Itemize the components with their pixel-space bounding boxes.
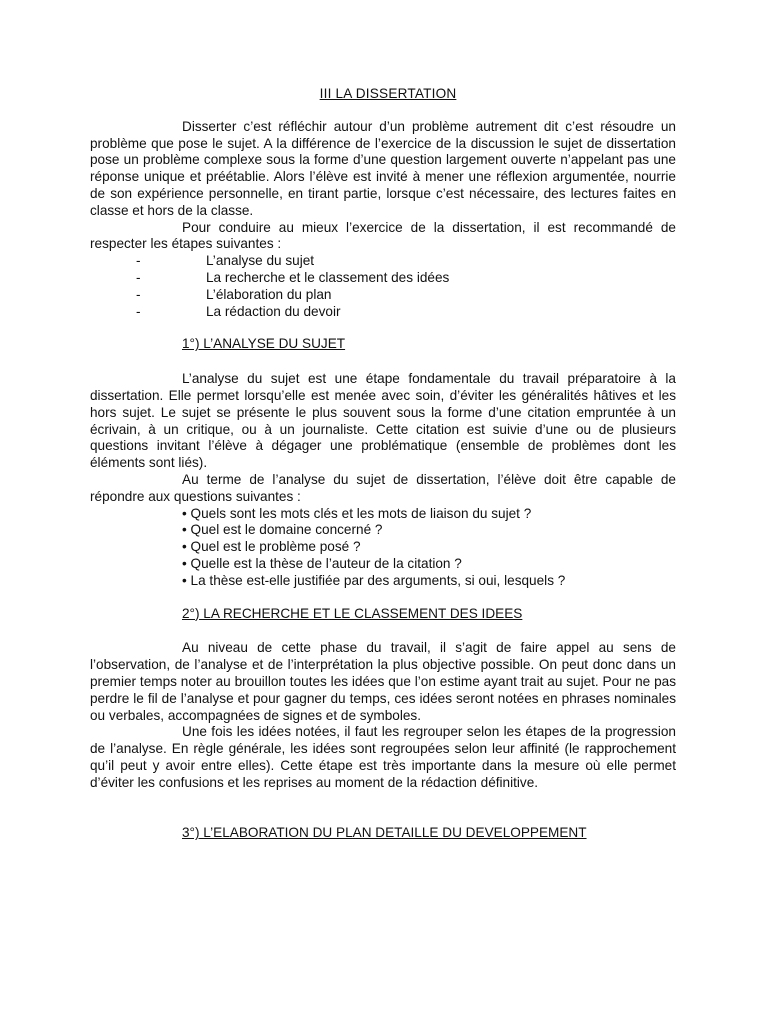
section-1-paragraph-2: Au terme de l’analyse du sujet de dissertation, l’élève doit être capable de répondre aux questions suivantes :: [90, 471, 676, 504]
list-item: • Quel est le domaine concerné ?: [182, 522, 383, 538]
dash-marker: -: [136, 269, 141, 285]
section-2-paragraph-1: Au niveau de cette phase du travail, il s’agit de faire appel au sens de l’observation, de l’analyse et de l’interprétation la plus objective possible. On peut donc dans un premier temps noter au brouillon toutes les idées que l’on estime ayant trait au sujet. Pour ne pas perdre le fil de l’analyse et pour gagner du temps, ces idées seront notées en phrases nominales ou verbales, accompagnées de signes et de symboles.: [90, 640, 676, 723]
list-item: [90, 253, 676, 270]
list-item: [90, 270, 676, 287]
step-text: L’élaboration du plan: [206, 286, 332, 302]
list-item: • Quels sont les mots clés et les mots de liaison du sujet ?: [182, 505, 532, 521]
list-item: [90, 304, 676, 321]
step-text: La rédaction du devoir: [206, 303, 341, 319]
section-1-heading: 1°) L’ANALYSE DU SUJET: [182, 336, 346, 352]
step-text: La recherche et le classement des idées: [206, 269, 450, 285]
list-item: • La thèse est-elle justifiée par des arguments, si oui, lesquels ?: [182, 572, 566, 588]
section-1-paragraph-1: L’analyse du sujet est une étape fondamentale du travail préparatoire à la dissertation. Elle permet lorsqu’elle est menée avec soin, d’éviter les généralités hâtives et les hors sujet. Le sujet se présente le plus souvent sous la forme d’une citation empruntée à un écrivain, à un critique, ou à un journaliste. Cette citation est suivie d’une ou de plusieurs questions invitant l’élève à dégager une problématique (ensemble de problèmes dont les éléments sont liés).: [90, 371, 676, 471]
dash-marker: -: [136, 303, 141, 319]
section-2-heading: 2°) LA RECHERCHE ET LE CLASSEMENT DES IDEES: [182, 605, 523, 621]
steps-list: [90, 253, 676, 320]
list-item: • Quelle est la thèse de l’auteur de la citation ?: [182, 555, 462, 571]
list-item: [90, 287, 676, 304]
step-text: L’analyse du sujet: [206, 253, 315, 269]
section-3-heading: 3°) L’ELABORATION DU PLAN DETAILLE DU DEVELOPPEMENT: [182, 825, 587, 841]
intro-paragraph-1: Disserter c’est réfléchir autour d’un problème autrement dit c’est résoudre un problème que pose le sujet. A la différence de l’exercice de la discussion le sujet de dissertation pose un problème complexe sous la forme d’une question largement ouverte n’appelant pas une réponse unique et préétablie. Alors l’élève est invité à mener une réflexion argumentée, nourrie de son expérience personnelle, en tirant partie, lorsque c’est nécessaire, des lectures faites en classe et hors de la classe.: [90, 118, 676, 218]
dash-marker: -: [136, 286, 141, 302]
list-item: • Quel est le problème posé ?: [182, 539, 361, 555]
questions-list: [90, 506, 676, 590]
intro-paragraph-2: Pour conduire au mieux l’exercice de la dissertation, il est recommandé de respecter les étapes suivantes :: [90, 219, 676, 252]
dash-marker: -: [136, 253, 141, 269]
document-page: [90, 86, 676, 860]
document-title: III LA DISSERTATION: [319, 86, 457, 101]
section-2-paragraph-2: Une fois les idées notées, il faut les regrouper selon les étapes de la progression de l’analyse. En règle générale, les idées sont regroupées selon leur affinité (le rapprochement qu’il peut y avoir entre elles). Cette étape est très importante dans la mesure où elle permet d’éviter les confusions et les reprises au moment de la rédaction définitive.: [90, 724, 676, 790]
